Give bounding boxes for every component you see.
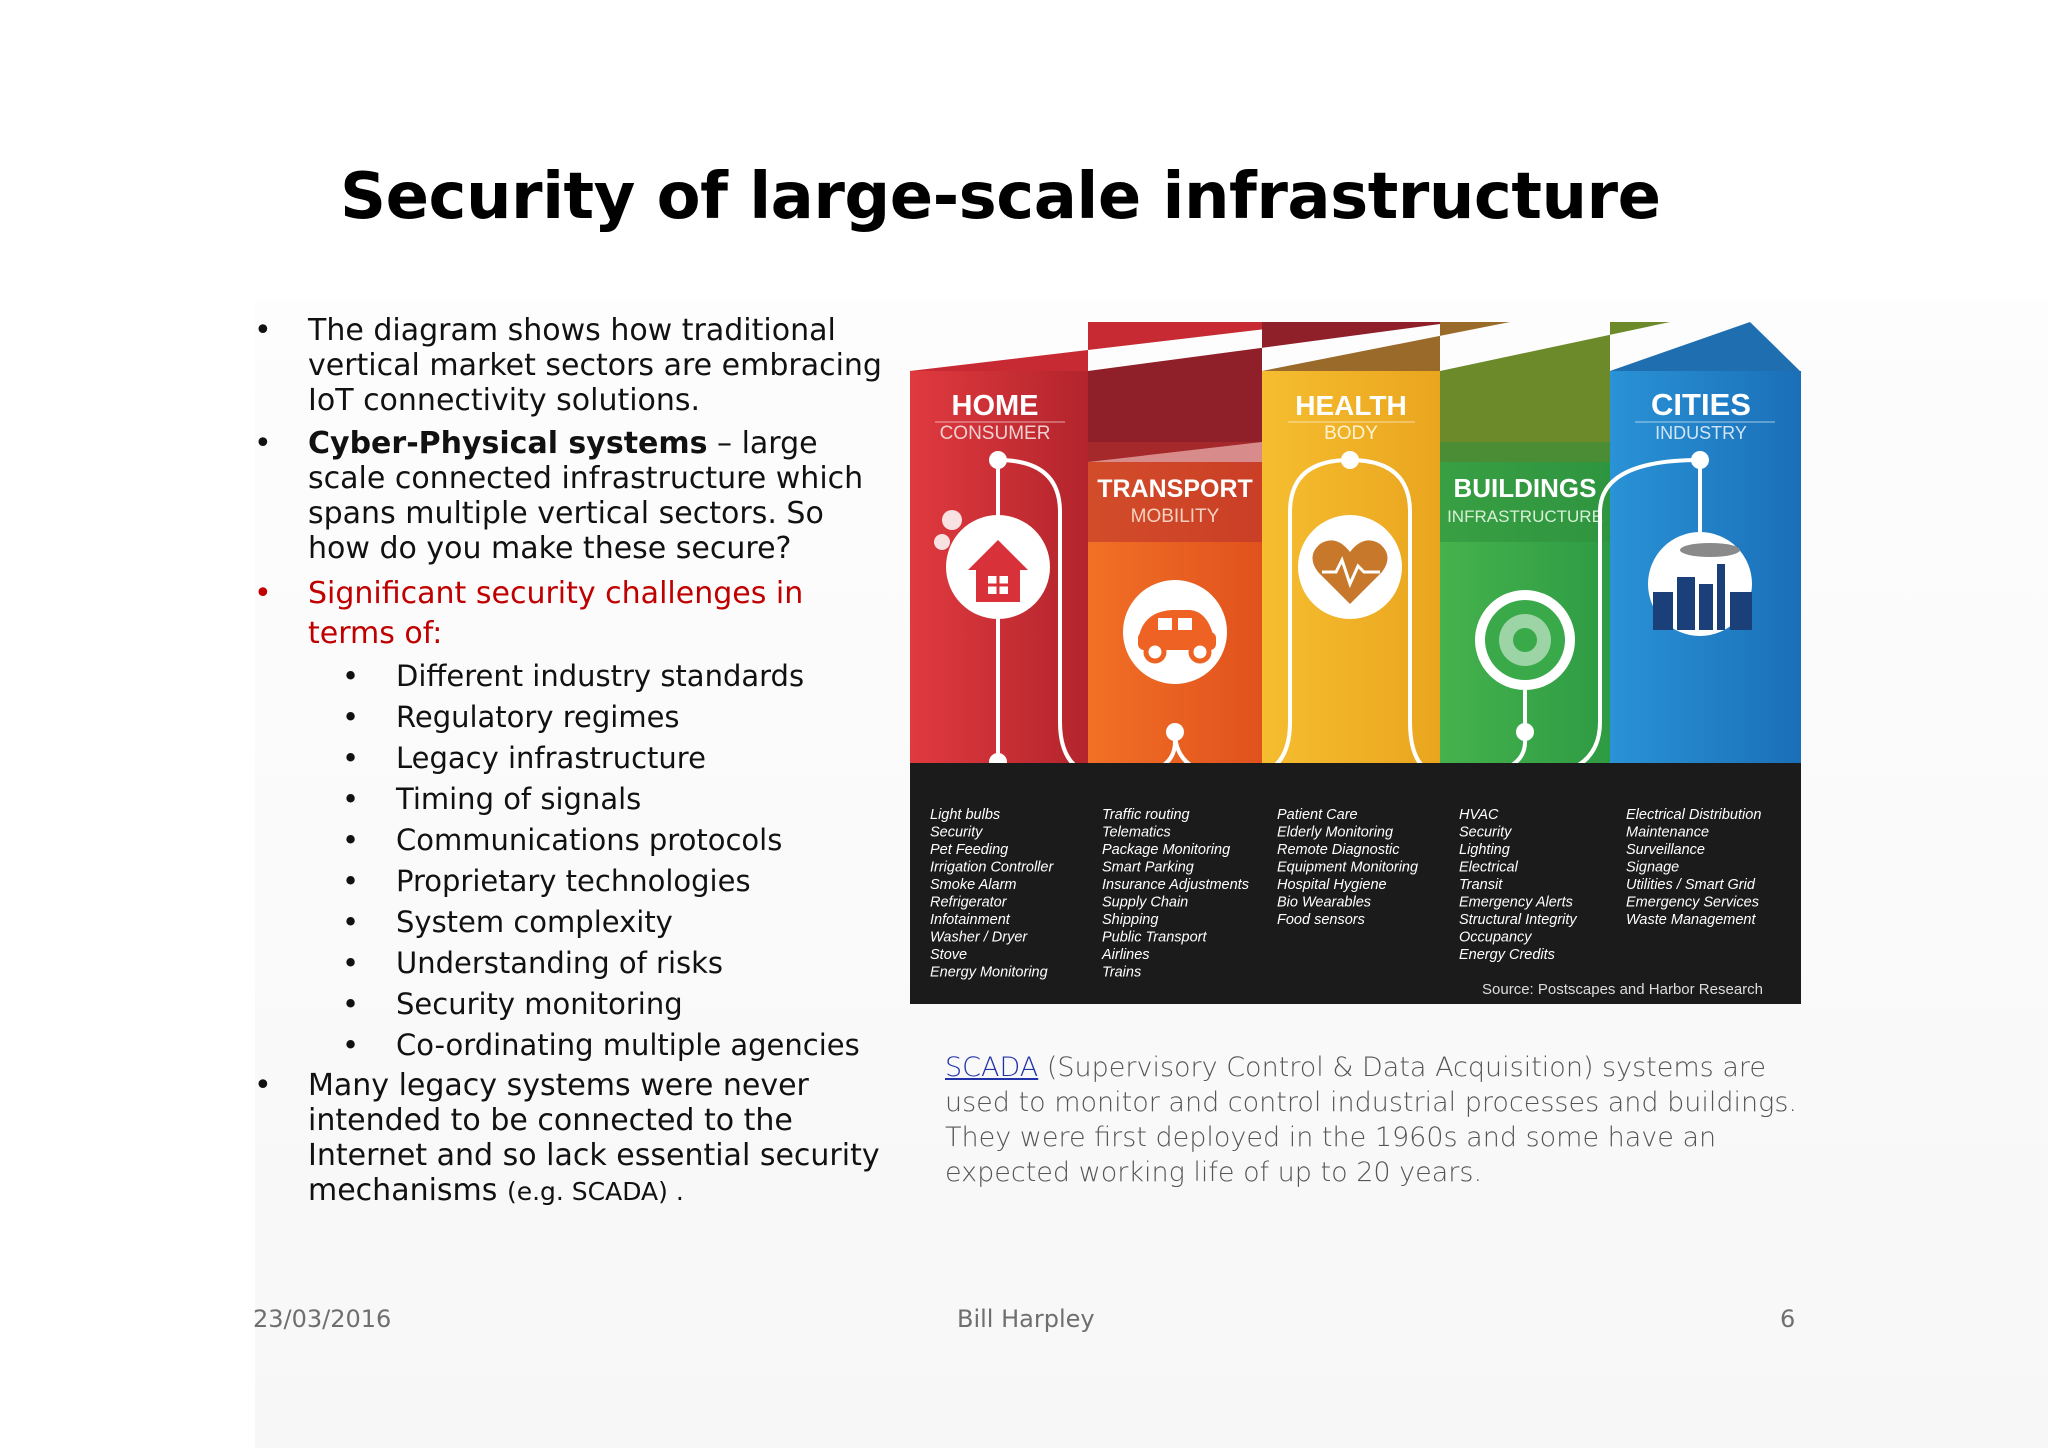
list-item-health: Food sensors	[1277, 912, 1365, 928]
sector-title: CITIES	[1651, 387, 1751, 422]
list-item-transport: Trains	[1102, 964, 1142, 981]
list-item-cities: Utilities / Smart Grid	[1626, 877, 1755, 893]
list-item-buildings: Lighting	[1459, 842, 1510, 858]
list-item-home: Washer / Dryer	[930, 929, 1028, 946]
list-item-home: Irrigation Controller	[930, 859, 1054, 876]
list-item-buildings: Security	[1459, 824, 1512, 841]
sublist-item: • Security monitoring	[342, 987, 683, 1021]
list-item-health: Equipment Monitoring	[1277, 859, 1419, 876]
list-item-health: Bio Wearables	[1277, 894, 1372, 911]
list-item-transport: Insurance Adjustments	[1102, 877, 1249, 893]
sector-title: HOME	[951, 390, 1039, 422]
sublist-item: • Legacy infrastructure	[342, 741, 706, 775]
sector-title: TRANSPORT	[1097, 475, 1253, 503]
slide-title: Security of large-scale infrastructure	[340, 160, 1661, 234]
bullet-bold-term: Cyber-Physical systems	[308, 426, 708, 461]
list-item-buildings: Emergency Alerts	[1459, 894, 1573, 911]
sublist-item: • System complexity	[342, 905, 673, 939]
scada-link[interactable]: SCADA	[945, 1052, 1039, 1083]
sublist-item: • Regulatory regimes	[342, 700, 680, 734]
list-item-transport: Package Monitoring	[1102, 842, 1231, 858]
sector-title: BUILDINGS	[1453, 473, 1597, 503]
sublist-item: • Understanding of risks	[342, 946, 724, 980]
footer-page-number: 6	[1780, 1305, 1796, 1333]
sublist-item: • Communications protocols	[342, 823, 783, 857]
list-item-transport: Public Transport	[1102, 929, 1207, 946]
sector-subtitle: BODY	[1324, 423, 1378, 444]
list-item-health: Patient Care	[1277, 807, 1358, 823]
scada-caption	[945, 1050, 1805, 1190]
list-item-home: Refrigerator	[930, 894, 1007, 911]
list-item-buildings: HVAC	[1459, 807, 1499, 823]
bullet-text: Significant security challenges in terms of:	[308, 576, 804, 651]
list-item-cities: Emergency Services	[1626, 894, 1759, 911]
sublist-item: • Timing of signals	[342, 782, 642, 816]
bullet-dot: •	[254, 576, 272, 611]
list-item-health: Elderly Monitoring	[1277, 824, 1394, 841]
bullet-diagram	[250, 313, 890, 418]
bullet-text: – large scale connected infrastructure which spans multiple vertical sectors. So how do you make these secure?	[308, 426, 864, 566]
list-item-transport: Supply Chain	[1102, 894, 1189, 911]
heart-icon	[1298, 515, 1402, 619]
list-item-buildings: Occupancy	[1459, 929, 1532, 946]
list-item-transport: Smart Parking	[1102, 859, 1194, 876]
list-item-health: Hospital Hygiene	[1277, 877, 1387, 893]
sector-title: HEALTH	[1295, 390, 1407, 421]
factory-icon	[1648, 532, 1752, 636]
footer-author: Bill Harpley	[957, 1305, 1095, 1333]
list-item-home: Smoke Alarm	[930, 877, 1017, 893]
iot-verticals-infographic	[910, 322, 1801, 1004]
list-item-cities: Waste Management	[1626, 912, 1756, 928]
list-item-buildings: Structural Integrity	[1459, 912, 1577, 928]
list-item-cities: Signage	[1626, 859, 1680, 876]
list-item-home: Pet Feeding	[930, 842, 1009, 858]
sublist-item: • Co-ordinating multiple agencies	[342, 1028, 860, 1062]
list-item-transport: Airlines	[1102, 947, 1150, 963]
list-item-cities: Surveillance	[1626, 842, 1705, 858]
sector-subtitle: INFRASTRUCTURE	[1447, 507, 1603, 526]
bullet-dot: •	[254, 426, 272, 461]
list-item-health: Remote Diagnostic	[1277, 842, 1400, 858]
bullet-challenges	[250, 574, 890, 654]
list-item-cities: Electrical Distribution	[1626, 807, 1762, 823]
sector-subtitle: INDUSTRY	[1655, 423, 1747, 443]
list-item-home: Security	[930, 824, 983, 841]
sublist-item: • Proprietary technologies	[342, 864, 751, 898]
sector-subtitle: MOBILITY	[1130, 506, 1220, 527]
bullet-text: Many legacy systems were never intended to be connected to the Internet and so lack essential security mechanisms	[308, 1068, 880, 1208]
bullet-cyber-physical	[250, 426, 890, 566]
car-icon	[1123, 580, 1227, 684]
sector-subtitle: CONSUMER	[939, 423, 1051, 444]
list-item-home: Infotainment	[930, 912, 1010, 928]
list-item-transport: Telematics	[1102, 824, 1171, 841]
bullet-legacy: • Many legacy systems were never intended to be connected to the Internet and so lack essential security mechanisms (e.g. SCADA) .	[254, 1068, 880, 1208]
list-item-home: Light bulbs	[930, 807, 1001, 823]
list-item-transport: Traffic routing	[1102, 807, 1190, 823]
caption-text: (Supervisory Control & Data Acquisition) systems are used to monitor and control industrial processes and buildings. They were first deployed in the 1960s and some have an expected working life of up to 20 years.	[945, 1052, 1797, 1188]
list-item-cities: Maintenance	[1626, 824, 1710, 841]
challenge-sublist	[250, 656, 890, 1066]
list-item-buildings: Electrical	[1459, 859, 1518, 876]
bullet-text: The diagram shows how traditional vertical market sectors are embracing IoT connectivity solutions.	[308, 313, 882, 418]
bullet-small-note: (e.g. SCADA)	[506, 1177, 668, 1206]
source-credit: Source: Postscapes and Harbor Research	[1482, 981, 1763, 998]
list-item-home: Energy Monitoring	[930, 964, 1048, 981]
sublist-item: • Different industry standards	[342, 659, 805, 693]
list-item-transport: Shipping	[1102, 912, 1159, 928]
list-item-home: Stove	[930, 947, 968, 963]
bullet-list	[250, 313, 890, 1217]
footer-date: 23/03/2016	[253, 1305, 392, 1333]
list-item-buildings: Transit	[1459, 877, 1503, 893]
list-item-buildings: Energy Credits	[1459, 947, 1555, 963]
bullet-dot: •	[254, 1068, 272, 1103]
bullet-dot: •	[254, 313, 272, 348]
